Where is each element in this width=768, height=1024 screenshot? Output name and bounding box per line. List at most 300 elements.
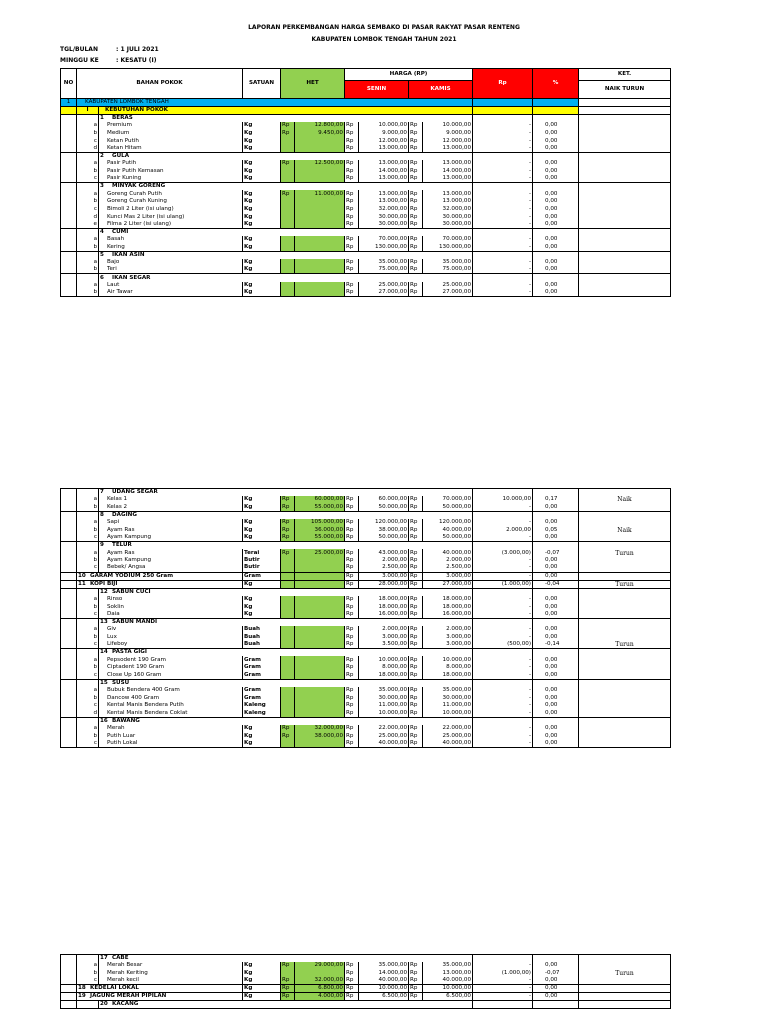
item-row bbox=[61, 221, 671, 229]
item-no: 19 bbox=[78, 993, 86, 1000]
price-trend bbox=[579, 145, 671, 153]
group-no: 9 bbox=[100, 542, 104, 549]
item-name: Pasir Putih Kemasan bbox=[99, 168, 243, 176]
price-difference: - bbox=[473, 130, 533, 138]
item-letter: b bbox=[77, 168, 99, 176]
thursday-currency: Rp bbox=[409, 641, 423, 649]
item-row bbox=[61, 656, 671, 664]
item-label: KOPI BIJI bbox=[90, 580, 118, 587]
het-value: 55.000,00 bbox=[295, 534, 345, 542]
thursday-currency: Rp bbox=[409, 130, 423, 138]
het-currency: Rp bbox=[281, 549, 295, 557]
item-name: Lifeboy bbox=[99, 641, 243, 649]
price-difference: - bbox=[473, 603, 533, 611]
group-row bbox=[61, 115, 671, 123]
monday-currency: Rp bbox=[345, 289, 359, 297]
price-percent: 0,00 bbox=[533, 603, 579, 611]
price-difference: - bbox=[473, 572, 533, 580]
item-letter: c bbox=[77, 137, 99, 145]
price-percent: 0,00 bbox=[533, 687, 579, 695]
item-unit: Kg bbox=[243, 725, 281, 733]
price-trend bbox=[579, 206, 671, 214]
thursday-price: 18.000,00 bbox=[423, 672, 473, 680]
week-label: MINGGU KE bbox=[60, 57, 99, 64]
thursday-price: 35.000,00 bbox=[423, 259, 473, 267]
het-value bbox=[295, 244, 345, 252]
monday-currency: Rp bbox=[345, 282, 359, 290]
group-no: 3 bbox=[100, 183, 104, 190]
monday-currency: Rp bbox=[345, 504, 359, 512]
item-unit: Terai bbox=[243, 549, 281, 557]
price-percent: 0,00 bbox=[533, 213, 579, 221]
group-label: UDANG SEGAR bbox=[112, 489, 158, 496]
thursday-currency: Rp bbox=[409, 557, 423, 565]
item-name: Giv bbox=[99, 626, 243, 634]
report-title: LAPORAN PERKEMBANGAN HARGA SEMBAKO DI PASAR RAKYAT PASAR RENTENG bbox=[248, 24, 520, 31]
group-name bbox=[99, 679, 473, 687]
het-currency bbox=[281, 259, 295, 267]
thursday-price: 3.000,00 bbox=[423, 634, 473, 642]
thursday-price: 18.000,00 bbox=[423, 603, 473, 611]
section-name: KEBUTUHAN POKOK bbox=[99, 107, 473, 115]
thursday-price: 13.000,00 bbox=[423, 190, 473, 198]
item-name: Kelas 2 bbox=[99, 504, 243, 512]
thursday-currency: Rp bbox=[409, 213, 423, 221]
item-row bbox=[61, 725, 671, 733]
price-difference: (1.000,00) bbox=[473, 970, 533, 978]
monday-currency: Rp bbox=[345, 526, 359, 534]
monday-price: 3.500,00 bbox=[359, 641, 409, 649]
monday-price: 13.000,00 bbox=[359, 190, 409, 198]
het-currency bbox=[281, 266, 295, 274]
monday-price: 10.000,00 bbox=[359, 710, 409, 718]
het-value bbox=[295, 557, 345, 565]
thursday-price: 13.000,00 bbox=[423, 145, 473, 153]
price-trend bbox=[579, 236, 671, 244]
monday-currency: Rp bbox=[345, 580, 359, 588]
het-value bbox=[295, 145, 345, 153]
item-row bbox=[61, 145, 671, 153]
group-row bbox=[61, 1001, 671, 1009]
item-name bbox=[77, 572, 243, 580]
het-value bbox=[295, 664, 345, 672]
header-ket-sub: NAIK TURUN bbox=[579, 81, 671, 99]
thursday-currency: Rp bbox=[409, 206, 423, 214]
het-value bbox=[295, 175, 345, 183]
date-value: : 1 JULI 2021 bbox=[116, 46, 159, 53]
price-table-page-1 bbox=[60, 68, 671, 297]
thursday-price: 25.000,00 bbox=[423, 282, 473, 290]
group-row bbox=[61, 679, 671, 687]
price-percent: 0,05 bbox=[533, 526, 579, 534]
monday-currency: Rp bbox=[345, 710, 359, 718]
het-value: 60.000,00 bbox=[295, 496, 345, 504]
price-trend bbox=[579, 710, 671, 718]
item-row bbox=[61, 206, 671, 214]
group-name bbox=[99, 1001, 473, 1009]
thursday-price: 40.000,00 bbox=[423, 740, 473, 748]
item-unit: Buah bbox=[243, 634, 281, 642]
het-currency bbox=[281, 206, 295, 214]
group-row bbox=[61, 717, 671, 725]
price-trend bbox=[579, 519, 671, 527]
thursday-currency: Rp bbox=[409, 282, 423, 290]
price-trend bbox=[579, 985, 671, 993]
monday-currency: Rp bbox=[345, 977, 359, 985]
item-row bbox=[61, 259, 671, 267]
group-no: 4 bbox=[100, 228, 104, 235]
item-unit: Kg bbox=[243, 603, 281, 611]
het-currency bbox=[281, 603, 295, 611]
price-difference: - bbox=[473, 137, 533, 145]
price-difference: - bbox=[473, 282, 533, 290]
price-percent: -0,07 bbox=[533, 549, 579, 557]
item-unit: Kg bbox=[243, 580, 281, 588]
item-name: Bubuk Bendera 400 Gram bbox=[99, 687, 243, 695]
thursday-price: 27.000,00 bbox=[423, 580, 473, 588]
item-row bbox=[61, 190, 671, 198]
monday-currency: Rp bbox=[345, 596, 359, 604]
item-unit: Kg bbox=[243, 244, 281, 252]
price-difference: - bbox=[473, 534, 533, 542]
monday-currency: Rp bbox=[345, 656, 359, 664]
price-trend: Turun bbox=[579, 580, 671, 588]
section-no: I bbox=[77, 107, 99, 115]
group-no: 7 bbox=[100, 489, 104, 496]
monday-currency: Rp bbox=[345, 626, 359, 634]
thursday-price: 2.000,00 bbox=[423, 626, 473, 634]
price-percent: 0,00 bbox=[533, 993, 579, 1001]
price-trend bbox=[579, 603, 671, 611]
price-trend bbox=[579, 221, 671, 229]
monday-price: 27.000,00 bbox=[359, 289, 409, 297]
group-label: SABUN CUCI bbox=[112, 588, 151, 595]
price-percent: -0,04 bbox=[533, 580, 579, 588]
monday-price: 25.000,00 bbox=[359, 732, 409, 740]
item-unit: Kg bbox=[243, 190, 281, 198]
group-name bbox=[99, 717, 473, 725]
price-percent: 0,00 bbox=[533, 985, 579, 993]
price-difference: - bbox=[473, 710, 533, 718]
item-unit: Gram bbox=[243, 687, 281, 695]
item-unit: Butir bbox=[243, 557, 281, 565]
het-value bbox=[295, 672, 345, 680]
item-row bbox=[61, 175, 671, 183]
price-difference: (500,00) bbox=[473, 641, 533, 649]
item-row bbox=[61, 282, 671, 290]
header-monday: SENIN bbox=[345, 81, 409, 99]
price-trend bbox=[579, 977, 671, 985]
item-name: Laut bbox=[99, 282, 243, 290]
thursday-price: 70.000,00 bbox=[423, 496, 473, 504]
group-row bbox=[61, 152, 671, 160]
price-difference: - bbox=[473, 145, 533, 153]
het-currency bbox=[281, 221, 295, 229]
het-value bbox=[295, 564, 345, 572]
item-name: Goreng Curah Putih bbox=[99, 190, 243, 198]
price-difference: - bbox=[473, 725, 533, 733]
het-value bbox=[295, 259, 345, 267]
item-unit: Kg bbox=[243, 175, 281, 183]
thursday-price: 3.000,00 bbox=[423, 572, 473, 580]
price-trend bbox=[579, 282, 671, 290]
item-letter: a bbox=[77, 549, 99, 557]
het-value: 6.800,00 bbox=[295, 985, 345, 993]
thursday-price: 8.000,00 bbox=[423, 664, 473, 672]
item-unit: Gram bbox=[243, 664, 281, 672]
group-name bbox=[99, 511, 473, 519]
price-percent: 0,00 bbox=[533, 572, 579, 580]
price-difference: - bbox=[473, 626, 533, 634]
het-currency bbox=[281, 213, 295, 221]
price-percent: 0,00 bbox=[533, 259, 579, 267]
group-label: IKAN SEGAR bbox=[112, 274, 151, 281]
item-row bbox=[61, 496, 671, 504]
monday-currency: Rp bbox=[345, 694, 359, 702]
thursday-currency: Rp bbox=[409, 122, 423, 130]
price-percent: 0,00 bbox=[533, 534, 579, 542]
het-currency: Rp bbox=[281, 526, 295, 534]
item-name: Merah Besar bbox=[99, 962, 243, 970]
het-value: 25.000,00 bbox=[295, 549, 345, 557]
thursday-price: 35.000,00 bbox=[423, 687, 473, 695]
price-trend bbox=[579, 702, 671, 710]
item-letter: b bbox=[77, 244, 99, 252]
price-difference: - bbox=[473, 236, 533, 244]
group-no: 2 bbox=[100, 153, 104, 160]
price-difference: - bbox=[473, 732, 533, 740]
item-letter: a bbox=[77, 725, 99, 733]
date-label: TGL/BULAN bbox=[60, 46, 98, 53]
price-difference: - bbox=[473, 557, 533, 565]
het-value bbox=[295, 221, 345, 229]
item-unit: Kg bbox=[243, 740, 281, 748]
thursday-price: 120.000,00 bbox=[423, 519, 473, 527]
group-label: SABUN MANDI bbox=[112, 618, 158, 625]
item-row bbox=[61, 664, 671, 672]
item-letter: b bbox=[77, 603, 99, 611]
het-currency: Rp bbox=[281, 130, 295, 138]
het-currency bbox=[281, 168, 295, 176]
het-currency bbox=[281, 175, 295, 183]
het-currency bbox=[281, 564, 295, 572]
price-trend bbox=[579, 244, 671, 252]
item-row bbox=[61, 137, 671, 145]
item-letter: e bbox=[77, 221, 99, 229]
het-value: 55.000,00 bbox=[295, 504, 345, 512]
monday-currency: Rp bbox=[345, 672, 359, 680]
item-name: Basah bbox=[99, 236, 243, 244]
item-row bbox=[61, 970, 671, 978]
price-percent: 0,00 bbox=[533, 634, 579, 642]
item-name: Pepsodent 190 Gram bbox=[99, 656, 243, 664]
item-letter: a bbox=[77, 519, 99, 527]
item-name: Kelas 1 bbox=[99, 496, 243, 504]
thursday-currency: Rp bbox=[409, 687, 423, 695]
item-letter: c bbox=[77, 175, 99, 183]
thursday-currency: Rp bbox=[409, 175, 423, 183]
item-letter: a bbox=[77, 236, 99, 244]
price-percent: 0,00 bbox=[533, 626, 579, 634]
thursday-price: 16.000,00 bbox=[423, 611, 473, 619]
monday-currency: Rp bbox=[345, 190, 359, 198]
item-row bbox=[61, 710, 671, 718]
het-value: 32.000,00 bbox=[295, 725, 345, 733]
monday-price: 25.000,00 bbox=[359, 282, 409, 290]
item-unit: Kg bbox=[243, 596, 281, 604]
het-value: 11.000,00 bbox=[295, 190, 345, 198]
group-name bbox=[99, 588, 473, 596]
price-percent: 0,17 bbox=[533, 496, 579, 504]
item-unit: Gram bbox=[243, 694, 281, 702]
item-letter: c bbox=[77, 702, 99, 710]
item-letter: c bbox=[77, 611, 99, 619]
item-letter: a bbox=[77, 190, 99, 198]
item-name: Pasir Putih bbox=[99, 160, 243, 168]
het-currency: Rp bbox=[281, 985, 295, 993]
item-name: Close Up 160 Gram bbox=[99, 672, 243, 680]
group-row bbox=[61, 649, 671, 657]
item-unit: Butir bbox=[243, 564, 281, 572]
group-row bbox=[61, 588, 671, 596]
price-percent: 0,00 bbox=[533, 504, 579, 512]
price-percent: -0,14 bbox=[533, 641, 579, 649]
header-rp: Rp bbox=[473, 69, 533, 99]
monday-price: 60.000,00 bbox=[359, 496, 409, 504]
het-currency bbox=[281, 970, 295, 978]
item-unit: Kg bbox=[243, 289, 281, 297]
thursday-currency: Rp bbox=[409, 710, 423, 718]
thursday-price: 10.000,00 bbox=[423, 122, 473, 130]
monday-currency: Rp bbox=[345, 198, 359, 206]
price-difference: - bbox=[473, 702, 533, 710]
het-value bbox=[295, 702, 345, 710]
het-value bbox=[295, 611, 345, 619]
het-currency bbox=[281, 580, 295, 588]
thursday-currency: Rp bbox=[409, 549, 423, 557]
het-currency bbox=[281, 244, 295, 252]
item-no: 10 bbox=[78, 572, 86, 579]
het-currency: Rp bbox=[281, 962, 295, 970]
het-currency bbox=[281, 672, 295, 680]
item-name: Ayam Ras bbox=[99, 526, 243, 534]
monday-currency: Rp bbox=[345, 702, 359, 710]
price-percent: 0,00 bbox=[533, 168, 579, 176]
item-unit: Kg bbox=[243, 732, 281, 740]
price-trend bbox=[579, 626, 671, 634]
price-trend bbox=[579, 740, 671, 748]
item-unit: Kg bbox=[243, 122, 281, 130]
thursday-currency: Rp bbox=[409, 611, 423, 619]
het-value bbox=[295, 687, 345, 695]
thursday-currency: Rp bbox=[409, 962, 423, 970]
price-percent: 0,00 bbox=[533, 244, 579, 252]
monday-price: 70.000,00 bbox=[359, 236, 409, 244]
week-value: : KESATU (I) bbox=[116, 57, 157, 64]
price-trend bbox=[579, 611, 671, 619]
monday-price: 11.000,00 bbox=[359, 702, 409, 710]
price-trend bbox=[579, 289, 671, 297]
item-letter: b bbox=[77, 732, 99, 740]
item-letter: b bbox=[77, 557, 99, 565]
price-difference: 10.000,00 bbox=[473, 496, 533, 504]
price-percent: 0,00 bbox=[533, 740, 579, 748]
monday-price: 6.500,00 bbox=[359, 993, 409, 1001]
item-name: Bebek/ Angsa bbox=[99, 564, 243, 572]
het-currency: Rp bbox=[281, 519, 295, 527]
thursday-price: 40.000,00 bbox=[423, 977, 473, 985]
het-value bbox=[295, 970, 345, 978]
price-difference: - bbox=[473, 160, 533, 168]
monday-price: 38.000,00 bbox=[359, 526, 409, 534]
monday-price: 28.000,00 bbox=[359, 580, 409, 588]
item-unit: Kg bbox=[243, 236, 281, 244]
monday-currency: Rp bbox=[345, 213, 359, 221]
price-trend bbox=[579, 160, 671, 168]
price-difference: - bbox=[473, 664, 533, 672]
price-trend bbox=[579, 725, 671, 733]
monday-currency: Rp bbox=[345, 962, 359, 970]
item-unit: Kg bbox=[243, 137, 281, 145]
thursday-currency: Rp bbox=[409, 526, 423, 534]
monday-currency: Rp bbox=[345, 221, 359, 229]
price-percent: 0,00 bbox=[533, 564, 579, 572]
item-unit: Kg bbox=[243, 970, 281, 978]
group-no: 14 bbox=[100, 649, 108, 656]
item-name: Soklin bbox=[99, 603, 243, 611]
item-row bbox=[61, 122, 671, 130]
group-no: 13 bbox=[100, 618, 108, 625]
item-unit: Kg bbox=[243, 504, 281, 512]
thursday-currency: Rp bbox=[409, 603, 423, 611]
het-currency bbox=[281, 236, 295, 244]
item-letter: c bbox=[77, 740, 99, 748]
price-percent: 0,00 bbox=[533, 656, 579, 664]
het-value bbox=[295, 626, 345, 634]
item-unit: Kg bbox=[243, 168, 281, 176]
item-unit: Kg bbox=[243, 282, 281, 290]
thursday-price: 40.000,00 bbox=[423, 526, 473, 534]
thursday-price: 10.000,00 bbox=[423, 710, 473, 718]
group-row bbox=[61, 183, 671, 191]
monday-currency: Rp bbox=[345, 970, 359, 978]
item-row bbox=[61, 687, 671, 695]
group-label: DAGING bbox=[112, 511, 137, 518]
header-no: NO bbox=[61, 69, 77, 99]
thursday-currency: Rp bbox=[409, 977, 423, 985]
het-value bbox=[295, 198, 345, 206]
monday-currency: Rp bbox=[345, 557, 359, 565]
thursday-currency: Rp bbox=[409, 289, 423, 297]
item-unit: Kg bbox=[243, 259, 281, 267]
item-letter: b bbox=[77, 664, 99, 672]
price-trend bbox=[579, 130, 671, 138]
price-percent: 0,00 bbox=[533, 282, 579, 290]
group-row bbox=[61, 955, 671, 963]
thursday-currency: Rp bbox=[409, 145, 423, 153]
thursday-price: 13.000,00 bbox=[423, 198, 473, 206]
price-percent: 0,00 bbox=[533, 596, 579, 604]
group-no: 5 bbox=[100, 251, 104, 258]
monday-price: 10.000,00 bbox=[359, 656, 409, 664]
het-currency bbox=[281, 557, 295, 565]
het-value bbox=[295, 634, 345, 642]
het-currency bbox=[281, 626, 295, 634]
het-currency bbox=[281, 740, 295, 748]
thursday-currency: Rp bbox=[409, 634, 423, 642]
group-no: 16 bbox=[100, 717, 108, 724]
het-value: 105.000,00 bbox=[295, 519, 345, 527]
